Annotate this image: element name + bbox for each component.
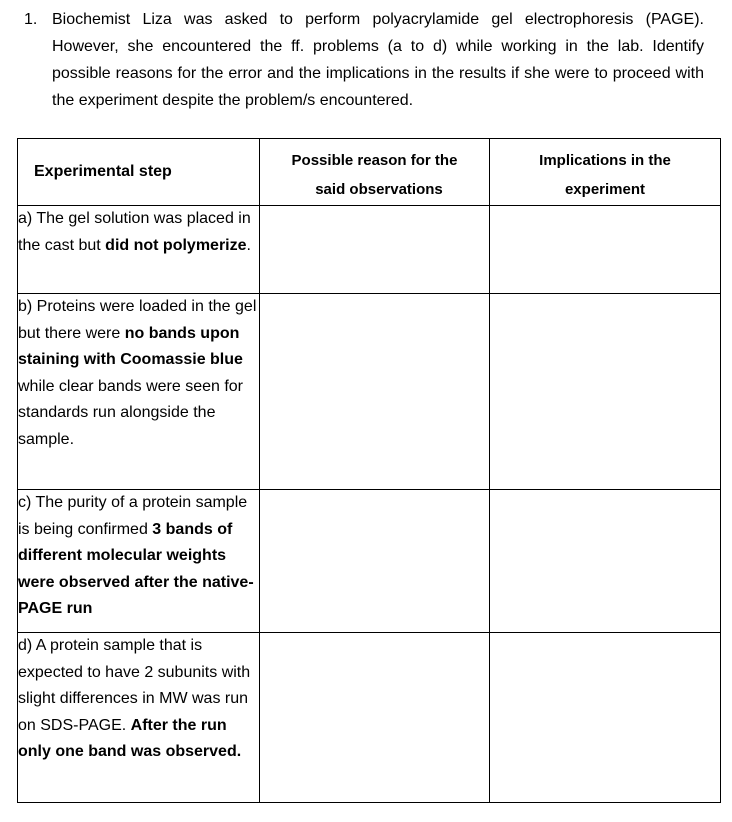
- table-row: [18, 294, 721, 490]
- reason-cell-c[interactable]: [260, 490, 490, 633]
- step-c-text: c) The purity of a protein sample is being confirmed: [18, 494, 248, 538]
- reason-cell-a[interactable]: [260, 206, 490, 294]
- table-row: [18, 633, 721, 803]
- header-step-label: Experimental step: [34, 163, 172, 180]
- question-number: 1.: [24, 11, 38, 28]
- step-b-text: b) Proteins were loaded in the gel but there were: [18, 298, 257, 342]
- implication-cell-a[interactable]: [490, 206, 721, 294]
- reason-cell-d[interactable]: [260, 633, 490, 803]
- step-c-bold: 3 bands of different molecular weights were observed after the native-PAGE run: [18, 520, 254, 617]
- header-possible-reason: [260, 139, 490, 206]
- question-block: [24, 6, 704, 114]
- table-row: [18, 490, 721, 633]
- header-implications-line2: experiment: [564, 181, 646, 198]
- question-text: Biochemist Liza was asked to perform polyacrylamide gel electrophoresis (PAGE). However, she encountered the ff. problems (a to d) while working in the lab. Identify possible reasons for the error and the implications in the results if she were to proceed with the experiment despite the problem/s encountered.: [52, 11, 704, 109]
- implication-cell-b[interactable]: [490, 294, 721, 490]
- implication-cell-c[interactable]: [490, 490, 721, 633]
- header-reason-line2: said observations: [315, 181, 443, 198]
- step-d-text: d) A protein sample that is expected to have 2 subunits with slight differences in MW was run on SDS-PAGE.: [18, 637, 251, 734]
- step-b-end: while clear bands were seen for standards run alongside the sample.: [18, 377, 244, 448]
- implication-cell-d[interactable]: [490, 633, 721, 803]
- header-implications: [490, 139, 721, 206]
- step-cell-b: [18, 294, 260, 490]
- worksheet-table: [17, 138, 721, 803]
- step-a-text: a) The gel solution was placed in the cast but: [18, 210, 251, 254]
- header-implications-line1: Implications in the: [539, 152, 671, 169]
- step-b-bold: no bands upon staining with Coomassie blue: [18, 324, 243, 368]
- reason-cell-b[interactable]: [260, 294, 490, 490]
- header-reason-line1: Possible reason for the: [291, 152, 458, 169]
- step-cell-a: [18, 206, 260, 294]
- header-row: [18, 139, 721, 206]
- step-cell-d: [18, 633, 260, 803]
- step-d-bold: After the run only one band was observed.: [18, 716, 242, 760]
- table-row: [18, 206, 721, 294]
- step-a-end: .: [246, 236, 251, 254]
- step-cell-c: [18, 490, 260, 633]
- step-a-bold: did not polymerize: [105, 236, 247, 254]
- header-experimental-step: [18, 139, 260, 206]
